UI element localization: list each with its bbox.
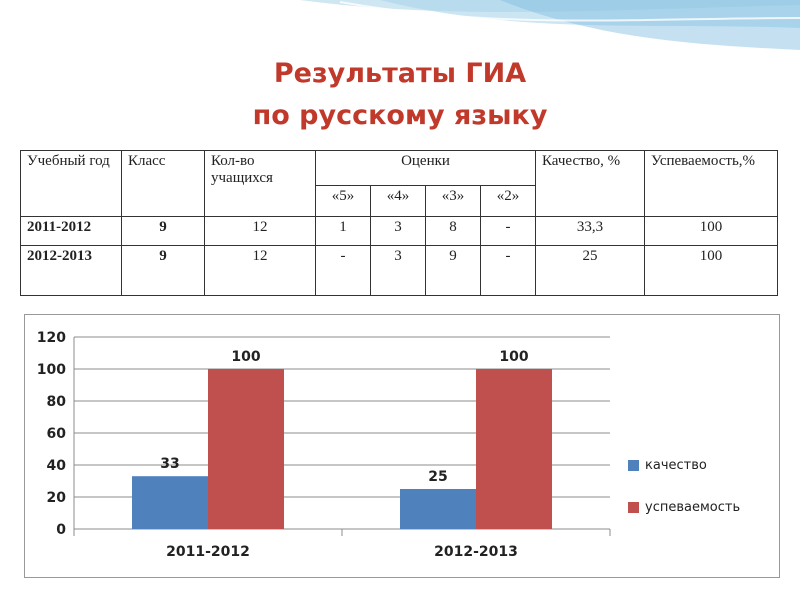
bar-quality	[132, 476, 208, 529]
cell-count: 12	[205, 246, 316, 296]
header-year: Учебный год	[21, 151, 122, 217]
header-quality: Качество, %	[536, 151, 645, 217]
header-grade-5: «5»	[316, 186, 371, 217]
cell-g3: 9	[426, 246, 481, 296]
data-label: 100	[231, 349, 261, 365]
page-title: Результаты ГИА	[273, 58, 527, 89]
data-label: 25	[428, 469, 448, 485]
y-tick-label: 100	[36, 362, 66, 378]
x-tick-label: 2012-2013	[434, 544, 518, 560]
data-label: 100	[499, 349, 529, 365]
cell-success: 100	[645, 217, 778, 246]
y-tick-label: 40	[46, 458, 66, 474]
chart-legend	[628, 458, 740, 542]
cell-quality: 33,3	[536, 217, 645, 246]
y-tick-label: 0	[56, 522, 66, 538]
cell-g2: -	[481, 246, 536, 296]
cell-g4: 3	[371, 217, 426, 246]
header-grade-2: «2»	[481, 186, 536, 217]
y-tick-label: 80	[46, 394, 66, 410]
legend-item-success	[628, 500, 740, 542]
cell-g3: 8	[426, 217, 481, 246]
legend-label-success: успеваемость	[645, 500, 741, 515]
legend-swatch-success	[628, 502, 639, 513]
cell-class: 9	[122, 217, 205, 246]
header-class: Класс	[122, 151, 205, 217]
y-tick-label: 120	[36, 330, 66, 346]
bar-success	[208, 369, 284, 529]
header-success: Успеваемость,%	[645, 151, 778, 217]
cell-year: 2012-2013	[21, 246, 122, 296]
cell-count: 12	[205, 217, 316, 246]
legend-label-quality: качество	[645, 458, 707, 473]
x-tick-label: 2011-2012	[166, 544, 250, 560]
header-grade-4: «4»	[371, 186, 426, 217]
legend-swatch-quality	[628, 460, 639, 471]
legend-item-quality	[628, 458, 740, 500]
header-grades: Оценки	[316, 151, 536, 186]
y-tick-label: 60	[46, 426, 66, 442]
cell-g5: -	[316, 246, 371, 296]
bar-success	[476, 369, 552, 529]
page-subtitle: по русскому языку	[252, 100, 548, 131]
cell-success: 100	[645, 246, 778, 296]
cell-g5: 1	[316, 217, 371, 246]
data-label: 33	[160, 456, 180, 473]
y-tick-label: 20	[46, 490, 66, 506]
header-grade-3: «3»	[426, 186, 481, 217]
bar-quality	[400, 489, 476, 529]
cell-year: 2011-2012	[21, 217, 122, 246]
cell-class: 9	[122, 246, 205, 296]
cell-g4: 3	[371, 246, 426, 296]
cell-g2: -	[481, 217, 536, 246]
cell-quality: 25	[536, 246, 645, 296]
header-count: Кол-во учащихся	[205, 151, 316, 217]
